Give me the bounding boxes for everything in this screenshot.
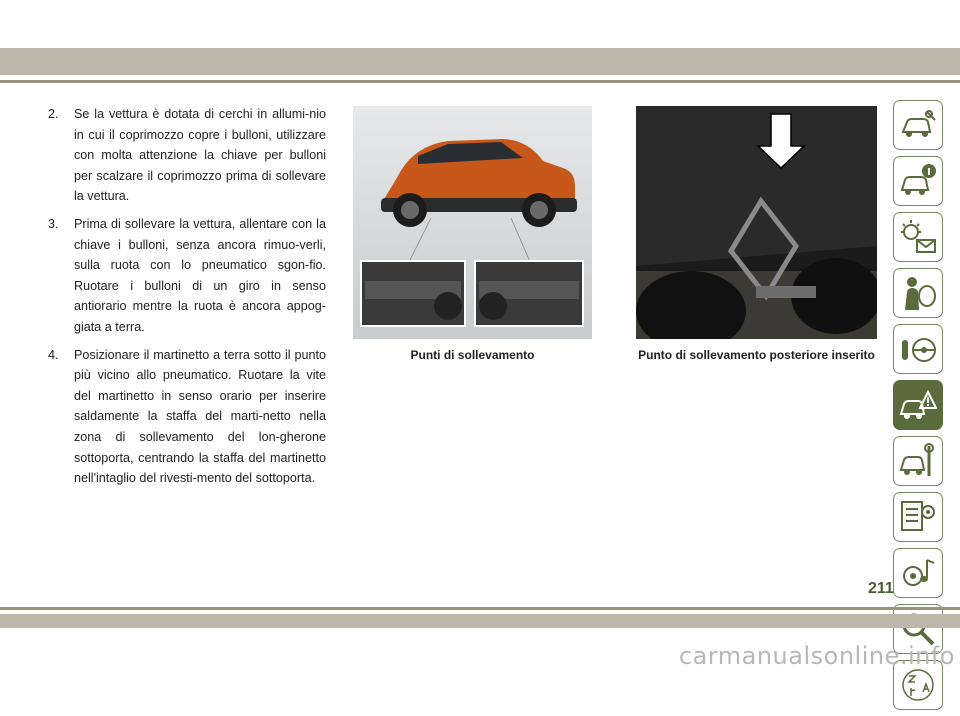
header-band	[0, 0, 960, 90]
multimedia-music-icon[interactable]	[893, 548, 943, 598]
header-bar	[0, 48, 960, 75]
step-number: 3.	[48, 216, 59, 231]
step-item	[48, 104, 326, 207]
warning-lights-message-icon[interactable]	[893, 212, 943, 262]
figure-caption: Punti di sollevamento	[410, 348, 535, 362]
checklist-gear-icon[interactable]	[893, 492, 943, 542]
footer-bar	[0, 614, 960, 628]
car-hazard-warning-icon[interactable]	[893, 380, 943, 430]
car-info-icon[interactable]	[893, 156, 943, 206]
figure-caption: Punto di sollevamento posteriore inserito	[638, 348, 875, 362]
instruction-steps	[48, 104, 326, 496]
page-number: 211	[868, 580, 894, 597]
watermark: carmanualsonline.info	[678, 642, 955, 670]
car-key-steering-icon[interactable]	[893, 324, 943, 374]
rear-lifting-point-figure	[636, 106, 877, 339]
footer-divider	[0, 607, 960, 610]
step-number: 2.	[48, 107, 59, 121]
step-text: Se la vettura è dotata di cerchi in allumi-nio in cui il coprimozzo copre i bulloni, utilizzare con molta attenzione la chiave per bulloni per scalzare il coprimozzo prima di sollevare la vettura.	[74, 107, 326, 204]
car-warning-tools-icon[interactable]	[893, 100, 943, 150]
lifting-points-figure	[353, 106, 592, 339]
step-number: 4.	[48, 347, 59, 362]
step-item	[48, 345, 326, 489]
step-text: Posizionare il martinetto a terra sotto il punto più vicino allo pneumatico. Ruotare la vite del martinetto in senso orario per inserire saldamente la staffa del marti-netto nella zona di sollevamento del lon-gherone sottoporta, centrando la staffa del martinetto nell'intaglio del rivesti-mento del sottoporta.	[74, 347, 326, 486]
header-divider	[0, 80, 960, 83]
step-text: Prima di sollevare la vettura, allentare con la chiave i bulloni, senza ancora rimuo-verli, sulla ruota con lo pneumatico sgon-fio. Ruotare i bulloni di un giro in senso antiorario mentre la ruota è ancora appog-giata a terra.	[74, 216, 326, 334]
step-item	[48, 214, 326, 338]
car-wrench-icon[interactable]	[893, 436, 943, 486]
airbag-person-icon[interactable]	[893, 268, 943, 318]
